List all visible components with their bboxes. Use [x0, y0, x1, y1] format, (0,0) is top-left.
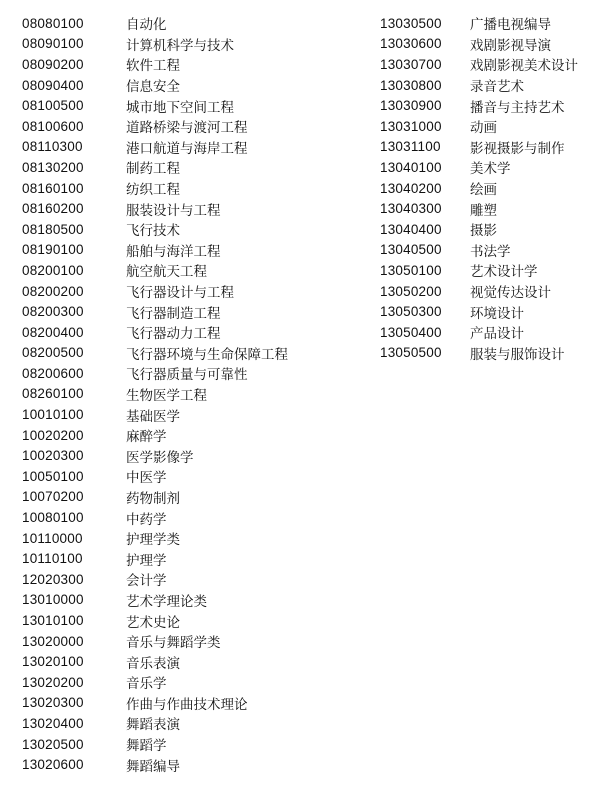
major-code: 13040100 — [380, 159, 442, 175]
major-code: 08260100 — [22, 386, 84, 402]
major-name: 舞蹈学 — [126, 738, 167, 755]
major-row — [380, 34, 600, 55]
major-row — [22, 445, 322, 466]
major-row — [22, 178, 322, 199]
major-row — [22, 260, 322, 281]
major-name: 雕塑 — [470, 202, 497, 219]
major-code: 08090200 — [22, 56, 84, 72]
major-code: 13030600 — [380, 36, 442, 52]
major-code: 10080100 — [22, 510, 84, 526]
major-name: 服装与服饰设计 — [470, 346, 565, 363]
major-code: 13040300 — [380, 201, 442, 217]
major-code: 08200200 — [22, 283, 84, 299]
major-row — [22, 713, 322, 734]
major-name: 音乐表演 — [126, 655, 180, 672]
major-name: 港口航道与海岸工程 — [126, 140, 248, 157]
major-code: 13030700 — [380, 56, 442, 72]
major-name: 护理学 — [126, 552, 167, 569]
major-name: 戏剧影视美术设计 — [470, 58, 578, 75]
major-row — [22, 240, 322, 261]
major-code: 12020300 — [22, 571, 84, 587]
major-row — [22, 466, 322, 487]
major-code: 13040200 — [380, 180, 442, 196]
major-code: 08090100 — [22, 36, 84, 52]
major-code: 08200600 — [22, 365, 84, 381]
major-row — [22, 425, 322, 446]
major-code: 08110300 — [22, 139, 83, 155]
major-list-left-column — [22, 13, 322, 775]
major-name: 影视摄影与制作 — [470, 140, 565, 157]
major-name: 作曲与作曲技术理论 — [126, 696, 248, 713]
major-name: 船舶与海洋工程 — [126, 243, 221, 260]
major-name: 书法学 — [470, 243, 511, 260]
major-name: 美术学 — [470, 161, 511, 178]
major-code: 08160200 — [22, 201, 84, 217]
major-row — [22, 548, 322, 569]
major-code: 13020100 — [22, 654, 84, 670]
major-code: 08090400 — [22, 77, 84, 93]
major-row — [22, 404, 322, 425]
major-name: 麻醉学 — [126, 429, 167, 446]
major-name: 飞行器质量与可靠性 — [126, 367, 248, 384]
major-row — [22, 507, 322, 528]
major-row — [22, 610, 322, 631]
major-code: 08200400 — [22, 324, 84, 340]
major-code: 08190100 — [22, 242, 84, 258]
major-name: 会计学 — [126, 573, 167, 590]
major-row — [380, 240, 600, 261]
major-row — [22, 631, 322, 652]
major-name: 产品设计 — [470, 326, 524, 343]
major-code: 10070200 — [22, 489, 84, 505]
major-code: 08080100 — [22, 15, 84, 31]
major-code: 13010000 — [22, 592, 84, 608]
major-code: 13020600 — [22, 757, 84, 773]
major-code: 10110100 — [22, 551, 83, 567]
major-name: 飞行器动力工程 — [126, 326, 221, 343]
major-row — [380, 260, 600, 281]
major-row — [22, 13, 322, 34]
major-name: 绘画 — [470, 182, 497, 199]
major-name: 音乐学 — [126, 676, 167, 693]
major-code: 13020200 — [22, 674, 84, 690]
major-row — [380, 198, 600, 219]
major-code: 13020500 — [22, 736, 84, 752]
major-row — [22, 301, 322, 322]
major-row — [22, 116, 322, 137]
major-code: 10050100 — [22, 468, 84, 484]
major-code: 10020300 — [22, 448, 84, 464]
major-code: 13040500 — [380, 242, 442, 258]
major-code: 13050400 — [380, 324, 442, 340]
major-code: 13050300 — [380, 304, 442, 320]
major-code: 13030500 — [380, 15, 442, 31]
major-name: 自动化 — [126, 17, 167, 34]
major-code: 13010100 — [22, 613, 84, 629]
major-code: 08100500 — [22, 98, 84, 114]
major-row — [22, 363, 322, 384]
major-name: 飞行技术 — [126, 223, 180, 240]
major-name: 中医学 — [126, 470, 167, 487]
major-code: 13020400 — [22, 715, 84, 731]
major-row — [380, 178, 600, 199]
major-name: 城市地下空间工程 — [126, 99, 234, 116]
major-name: 播音与主持艺术 — [470, 99, 565, 116]
major-name: 基础医学 — [126, 408, 180, 425]
major-row — [22, 693, 322, 714]
major-row — [380, 95, 600, 116]
major-name: 飞行器设计与工程 — [126, 285, 234, 302]
major-name: 纺织工程 — [126, 182, 180, 199]
major-code: 13040400 — [380, 221, 442, 237]
major-list-right-column — [380, 13, 600, 363]
major-code: 13050100 — [380, 262, 442, 278]
major-name: 动画 — [470, 120, 497, 137]
major-name: 护理学类 — [126, 532, 180, 549]
major-code: 13030900 — [380, 98, 442, 114]
major-code: 10110000 — [22, 530, 83, 546]
major-name: 计算机科学与技术 — [126, 37, 234, 54]
major-row — [380, 13, 600, 34]
major-row — [22, 75, 322, 96]
major-code: 10010100 — [22, 407, 84, 423]
major-row — [22, 734, 322, 755]
major-name: 生物医学工程 — [126, 387, 207, 404]
major-row — [380, 343, 600, 364]
major-row — [22, 322, 322, 343]
major-row — [380, 219, 600, 240]
major-row — [380, 54, 600, 75]
major-row — [22, 528, 322, 549]
major-name: 艺术学理论类 — [126, 593, 207, 610]
major-row — [22, 672, 322, 693]
major-row — [22, 137, 322, 158]
major-row — [22, 198, 322, 219]
major-name: 信息安全 — [126, 79, 180, 96]
major-code: 08130200 — [22, 159, 84, 175]
major-name: 飞行器制造工程 — [126, 305, 221, 322]
major-row — [22, 34, 322, 55]
major-code: 08160100 — [22, 180, 84, 196]
major-code: 08200300 — [22, 304, 84, 320]
major-code: 13031000 — [380, 118, 442, 134]
major-row — [22, 54, 322, 75]
major-name: 艺术设计学 — [470, 264, 538, 281]
major-code: 13050200 — [380, 283, 442, 299]
major-code: 08200100 — [22, 262, 84, 278]
major-row — [22, 281, 322, 302]
major-row — [380, 322, 600, 343]
major-code: 08180500 — [22, 221, 84, 237]
major-name: 录音艺术 — [470, 79, 524, 96]
major-code: 08100600 — [22, 118, 84, 134]
major-name: 中药学 — [126, 511, 167, 528]
major-row — [22, 157, 322, 178]
major-name: 制药工程 — [126, 161, 180, 178]
major-name: 摄影 — [470, 223, 497, 240]
major-name: 艺术史论 — [126, 614, 180, 631]
major-code: 10020200 — [22, 427, 84, 443]
major-name: 道路桥梁与渡河工程 — [126, 120, 248, 137]
major-row — [22, 569, 322, 590]
major-name: 戏剧影视导演 — [470, 37, 551, 54]
major-row — [22, 219, 322, 240]
major-code: 08200500 — [22, 345, 84, 361]
major-name: 舞蹈编导 — [126, 758, 180, 775]
major-name: 航空航天工程 — [126, 264, 207, 281]
major-name: 广播电视编导 — [470, 17, 551, 34]
major-name: 医学影像学 — [126, 449, 194, 466]
major-row — [22, 590, 322, 611]
major-row — [22, 487, 322, 508]
major-row — [22, 343, 322, 364]
major-row — [380, 75, 600, 96]
major-name: 软件工程 — [126, 58, 180, 75]
major-code: 13020300 — [22, 695, 84, 711]
major-name: 药物制剂 — [126, 490, 180, 507]
major-name: 音乐与舞蹈学类 — [126, 635, 221, 652]
major-row — [380, 116, 600, 137]
major-row — [380, 281, 600, 302]
major-name: 视觉传达设计 — [470, 285, 551, 302]
major-row — [380, 137, 600, 158]
major-name: 环境设计 — [470, 305, 524, 322]
major-code: 13020000 — [22, 633, 84, 649]
major-name: 服装设计与工程 — [126, 202, 221, 219]
major-code: 13031100 — [380, 139, 441, 155]
major-row — [380, 157, 600, 178]
major-code: 13030800 — [380, 77, 442, 93]
major-row — [22, 754, 322, 775]
major-row — [380, 301, 600, 322]
major-name: 舞蹈表演 — [126, 717, 180, 734]
major-row — [22, 95, 322, 116]
major-name: 飞行器环境与生命保障工程 — [126, 346, 288, 363]
major-row — [22, 384, 322, 405]
major-row — [22, 651, 322, 672]
major-code: 13050500 — [380, 345, 442, 361]
